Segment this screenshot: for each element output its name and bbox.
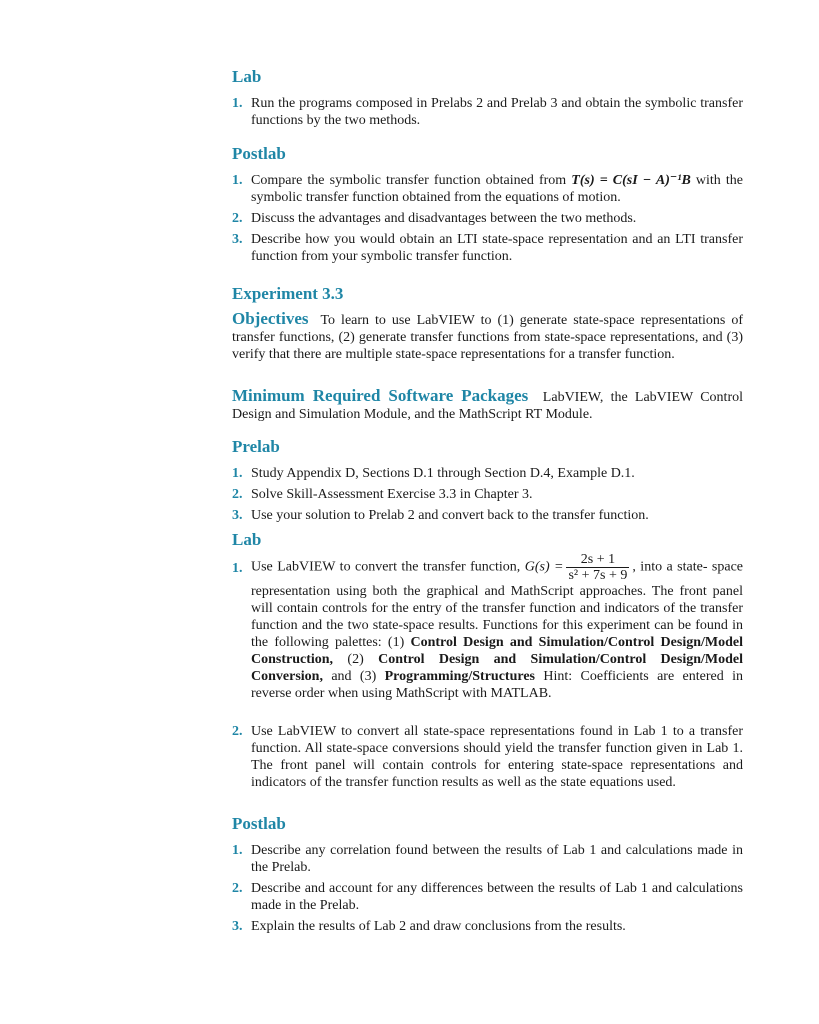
item-number: 3. (232, 508, 243, 523)
prelab-item-2 (232, 486, 743, 503)
item-text: Explain the results of Lab 2 and draw conclusions from the results. (251, 919, 626, 934)
lab-item-1 (232, 95, 743, 129)
postlab2-item-2 (232, 880, 743, 914)
postlab-item-2 (232, 210, 743, 227)
item-text: Describe and account for any differences between the results of Lab 1 and calculations made in the Prelab. (251, 881, 743, 913)
software-text: LabVIEW, the LabVIEW Control Design and Simulation Module, and the MathScript RT Module. (232, 390, 743, 422)
transfer-function-fraction (566, 552, 629, 583)
item-number: 2. (232, 211, 243, 226)
item-text: Study Appendix D, Sections D.1 through Section D.4, Example D.1. (251, 466, 635, 481)
software-paragraph (232, 387, 743, 423)
gs-label: G(s) = (524, 559, 564, 575)
item-number: 2. (232, 724, 243, 739)
item-text: Run the programs composed in Prelabs 2 and Prelab 3 and obtain the symbolic transfer functions by the two methods. (251, 96, 743, 128)
objectives-paragraph (232, 310, 743, 363)
item-text: Describe any correlation found between the results of Lab 1 and calculations made in the Prelab. (251, 843, 743, 875)
postlab2-item-1 (232, 842, 743, 876)
lab-heading-2: Lab (232, 530, 262, 549)
item-number: 1. (232, 173, 243, 188)
item-text: Discuss the advantages and disadvantages between the two methods. (251, 211, 637, 226)
prelab-item-1 (232, 465, 743, 482)
item-number: 3. (232, 919, 243, 934)
fraction-denominator: s² + 7s + 9 (568, 568, 628, 583)
lab-heading: Lab (232, 67, 262, 86)
item-number: 1. (232, 561, 243, 576)
item-number: 1. (232, 466, 243, 481)
experiment-heading: Experiment 3.3 (232, 284, 344, 303)
formula: T(s) = C(sI − A)⁻¹B (571, 173, 691, 188)
postlab-item-1 (232, 172, 743, 206)
lab-item-1-labview (232, 552, 743, 702)
software-label: Minimum Required Software Packages (232, 386, 529, 405)
item-number: 1. (232, 843, 243, 858)
fraction-numerator: 2s + 1 (580, 552, 616, 567)
item-text: Use your solution to Prelab 2 and convert back to the transfer function. (251, 508, 649, 523)
prelab-item-3 (232, 507, 743, 524)
objectives-label: Objectives (232, 309, 309, 328)
postlab-item-3 (232, 231, 743, 265)
item-number: 1. (232, 96, 243, 111)
postlab2-item-3 (232, 918, 743, 935)
lab-item-2-labview (232, 723, 743, 791)
item-number: 2. (232, 487, 243, 502)
postlab-heading: Postlab (232, 144, 286, 163)
item-text: Compare the symbolic transfer function obtained from T(s) = C(sI − A)⁻¹B with the symbolic transfer function obtained from the equations of motion. (251, 173, 743, 205)
item-number: 3. (232, 232, 243, 247)
prelab-heading: Prelab (232, 437, 280, 456)
item-text: Use LabVIEW to convert all state-space representations found in Lab 1 to a transfer function. All state-space conversions should yield the transfer function given in Lab 1. The front panel will contain controls for entering state-space representations and indicators of the transfer function results as well as the state equations used. (251, 724, 743, 790)
item-text: Use LabVIEW to convert the transfer function, G(s) = $\frac{2s + 1}{\text{s² + 7s + 9}}$ , into a state- space representation using both the graphical and MathScript approaches. The front panel will contain controls for the entry of the transfer function and indicators of the transfer function and the two state-space results. Functions for this experiment can be found in the following palettes: (1) Control Design and Simulation/Control Design/Model Construction, (2) Control Design and Simulation/Control Design/Model Conversion, and (3) Programming/Structures Hint: Coefficients are entered in reverse order when using MathScript with MATLAB. (251, 552, 744, 701)
item-number: 2. (232, 881, 243, 896)
postlab-heading-2: Postlab (232, 814, 286, 833)
objectives-text: To learn to use LabVIEW to (1) generate state-space representations of transfer functions, (2) generate transfer functions from state-space representations, and (3) verify that there are multiple state-space representations for a transfer function. (232, 313, 744, 362)
item-text: Solve Skill-Assessment Exercise 3.3 in Chapter 3. (251, 487, 533, 502)
item-text: Describe how you would obtain an LTI state-space representation and an LTI transfer function from your symbolic transfer function. (251, 232, 743, 264)
